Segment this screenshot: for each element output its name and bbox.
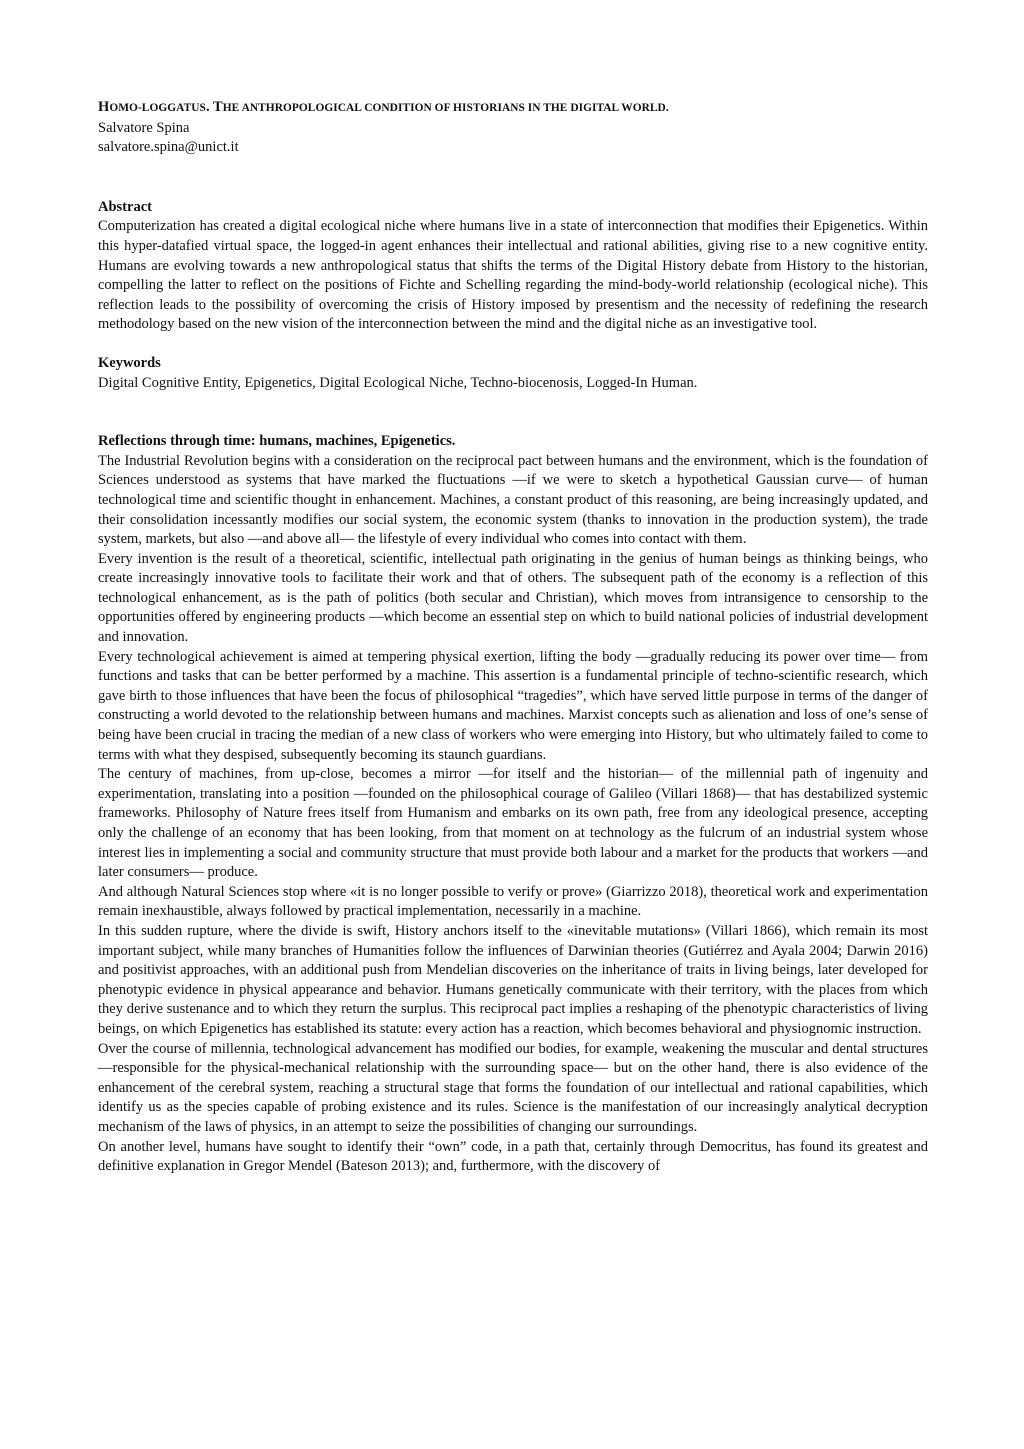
body-paragraph: Over the course of millennia, technological advancement has modified our bodies, for example, weakening the muscular and dental structures —responsible for the physical-mechanical relationship with the surrounding space— but on the other hand, there is also evidence of the enhancement of the cerebral system, reaching a structural stage that forms the foundation of our intellectual and rational capabilities, which identify us as the species capable of probing existence and its rules. Science is the manifestation of our increasingly analytical decryption mechanism of the laws of physics, in an attempt to seize the possibilities of changing our surroundings.	[98, 1040, 928, 1135]
body-paragraph: The century of machines, from up-close, becomes a mirror —for itself and the historian— of the millennial path of ingenuity and experimentation, translating into a position —founded on the philosophical courage of Galileo (Villari 1868)— that has destabilized systemic frameworks. Philosophy of Nature frees itself from Humanism and embarks on its own path, free from any ideological presence, accepting only the challenge of an economy that has been looking, from that moment on at technology as the fulcrum of an industrial system whose interest lies in implementing a social and community structure that must provide both labour and a market for the products that workers —and later consumers— produce.	[98, 766, 928, 881]
body-paragraph: The Industrial Revolution begins with a consideration on the reciprocal pact between humans and the environment, which is the foundation of Sciences understood as systems that have marked the fluctuations —if we were to sketch a hypothetical Gaussian curve— of human technological time and scientific thought in enhancement. Machines, a constant product of this reasoning, are being increasingly updated, and their consolidation incessantly modifies our social system, the economic system (thanks to innovation in the production system), the trade system, markets, but also —and above all— the lifestyle of every individual who comes into contact with them.	[98, 452, 928, 548]
title-initial: H	[98, 99, 110, 115]
title-smallcaps: HE ANTHROPOLOGICAL CONDITION OF HISTORIANS IN THE DIGITAL WORLD.	[222, 102, 669, 114]
author-email: salvatore.spina@unict.it	[98, 139, 239, 156]
abstract-heading: Abstract	[98, 198, 152, 215]
body-paragraph: In this sudden rupture, where the divide is swift, History anchors itself to the «inevitable mutations» (Villari 1866), which remain its most important subject, while many branches of Humanities follow the influences of Darwinian theories (Gutiérrez and Ayala 2004; Darwin 2016) and positivist approaches, with an additional push from Mendelian discoveries on the inheritance of traits in living beings, later developed for phenotypic evidence in physical appearance and behavior. Humans genetically communicate with their territory, with the places from which they derive sustenance and to which they return the surplus. This reciprocal pact implies a reshaping of the phenotypic characteristics of living beings, on which Epigenetics has established its statute: every action has a reaction, which becomes behavioral and physiognomic instruction.	[98, 922, 928, 1037]
keywords-text: Digital Cognitive Entity, Epigenetics, Digital Ecological Niche, Techno-biocenosis, Logged-In Human.	[98, 374, 698, 391]
body-paragraph: And although Natural Sciences stop where «it is no longer possible to verify or prove» (Giarrizzo 2018), theoretical work and experimentation remain inexhaustible, always followed by practical implementation, necessarily in a machine.	[98, 883, 928, 920]
paper-title	[98, 98, 928, 119]
abstract-text: Computerization has created a digital ecological niche where humans live in a state of interconnection that modifies their Epigenetics. Within this hyper-datafied virtual space, the logged-in agent enhances their intellectual and rational abilities, giving rise to a new cognitive entity. Humans are evolving towards a new anthropological status that shifts the terms of the Digital History debate from History to the historian, compelling the latter to reflect on the positions of Fichte and Schelling regarding the mind-body-world relationship (ecological niche). This reflection leads to the possibility of overcoming the crisis of History imposed by presentism and the necessity of redefining the research methodology based on the new vision of the interconnection between the mind and the digital niche as an investigative tool.	[98, 218, 928, 333]
body-paragraph: Every invention is the result of a theoretical, scientific, intellectual path originating in the genius of human beings as thinking beings, who create increasingly innovative tools to facilitate their work and that of others. The subsequent path of the economy is a reflection of this technological enhancement, as is the path of politics (both secular and Christian), which moves from intransigence to censorship to the opportunities offered by engineering products —which become an essential step on which to build national policies of industrial development and innovation.	[98, 550, 928, 646]
title-initial: T	[213, 99, 223, 115]
keywords-heading: Keywords	[98, 354, 161, 371]
section-heading: Reflections through time: humans, machines, Epigenetics.	[98, 433, 456, 450]
author-name: Salvatore Spina	[98, 119, 190, 136]
title-separator: .	[205, 99, 214, 115]
body-paragraph: On another level, humans have sought to identify their “own” code, in a path that, certainly through Democritus, has found its greatest and definitive explanation in Gregor Mendel (Bateson 2013); and, furthermore, with the discovery of	[98, 1138, 928, 1175]
body-paragraph: Every technological achievement is aimed at tempering physical exertion, lifting the body —gradually reducing its power over time— from functions and tasks that can be better performed by a machine. This assertion is a fundamental principle of techno-scientific research, which gave birth to those influences that have been the focus of philosophical “tragedies”, which have served little purpose in terms of the danger of constructing a world devoted to the relationship between humans and machines. Marxist concepts such as alienation and loss of one’s sense of being have been crucial in tracing the median of a new class of workers who were emerging into History, but who ultimately failed to come to terms with what they despised, subsequently becoming its staunch guardians.	[98, 648, 928, 763]
title-smallcaps: OMO-LOGGATUS	[109, 102, 206, 114]
paper-page	[98, 98, 928, 1177]
